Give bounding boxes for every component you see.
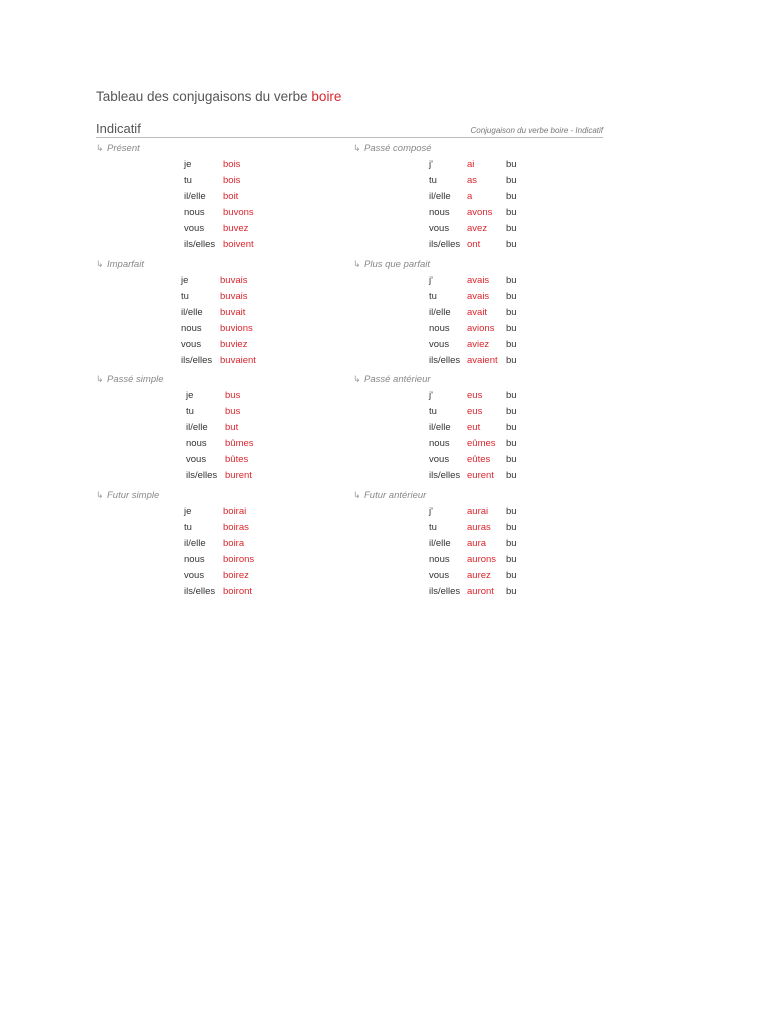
- auxiliary-form: aura: [467, 538, 487, 549]
- pronoun: vous: [181, 339, 202, 350]
- pronoun: je: [184, 159, 192, 170]
- pronoun: il/elle: [429, 191, 451, 202]
- past-participle: bu: [506, 291, 517, 302]
- past-participle: bu: [506, 339, 517, 350]
- past-participle: bu: [506, 506, 517, 517]
- tense-title-passe-anterieur: [353, 374, 431, 385]
- pronoun: nous: [429, 207, 450, 218]
- pronoun: vous: [429, 570, 450, 581]
- curved-arrow-icon: ↳: [353, 490, 361, 500]
- tense-title-futur-simple: [96, 490, 159, 501]
- past-participle: bu: [506, 554, 517, 565]
- past-participle: bu: [506, 522, 517, 533]
- pronoun: je: [181, 275, 189, 286]
- mood-caption: Conjugaison du verbe boire - Indicatif: [470, 126, 603, 135]
- verb-form: buviez: [220, 339, 248, 350]
- auxiliary-form: ai: [467, 159, 475, 170]
- pronoun: ils/elles: [429, 586, 461, 597]
- verb-form: buvez: [223, 223, 249, 234]
- tense-title-present: [96, 143, 140, 154]
- verb-form: boirons: [223, 554, 255, 565]
- pronoun: tu: [429, 291, 437, 302]
- past-participle: bu: [506, 422, 517, 433]
- verb-form: bûmes: [225, 438, 254, 449]
- tense-label: Passé simple: [107, 374, 164, 385]
- pronoun: vous: [186, 454, 207, 465]
- past-participle: bu: [506, 390, 517, 401]
- verb-form: boirai: [223, 506, 247, 517]
- auxiliary-form: eûtes: [467, 454, 491, 465]
- tense-title-plus-que-parfait: [353, 259, 430, 270]
- curved-arrow-icon: ↳: [96, 143, 104, 153]
- pronoun: tu: [429, 406, 437, 417]
- pronoun: nous: [429, 438, 450, 449]
- tense-label: Imparfait: [107, 259, 144, 270]
- pronoun: ils/elles: [429, 239, 461, 250]
- verb-form: boira: [223, 538, 245, 549]
- verb-form: boiras: [223, 522, 249, 533]
- pronoun: j': [429, 506, 433, 517]
- verb-form: buvais: [220, 291, 248, 302]
- pronoun: nous: [184, 554, 205, 565]
- auxiliary-form: as: [467, 175, 478, 186]
- verb-form: but: [225, 422, 239, 433]
- past-participle: bu: [506, 406, 517, 417]
- verb-form: bus: [225, 390, 241, 401]
- pronoun: nous: [181, 323, 202, 334]
- auxiliary-form: auront: [467, 586, 494, 597]
- past-participle: bu: [506, 454, 517, 465]
- pronoun: j': [429, 159, 433, 170]
- auxiliary-form: ont: [467, 239, 481, 250]
- auxiliary-form: avait: [467, 307, 488, 318]
- past-participle: bu: [506, 191, 517, 202]
- past-participle: bu: [506, 538, 517, 549]
- verb-form: buvais: [220, 275, 248, 286]
- auxiliary-form: eut: [467, 422, 481, 433]
- pronoun: tu: [429, 175, 437, 186]
- pronoun: tu: [184, 175, 192, 186]
- past-participle: bu: [506, 223, 517, 234]
- past-participle: bu: [506, 323, 517, 334]
- pronoun: ils/elles: [184, 586, 216, 597]
- verb-form: buvions: [220, 323, 253, 334]
- pronoun: ils/elles: [186, 470, 218, 481]
- verb-form: burent: [225, 470, 252, 481]
- pronoun: il/elle: [429, 538, 451, 549]
- verb-form: bus: [225, 406, 241, 417]
- tense-title-futur-anterieur: [353, 490, 426, 501]
- tense-label: Présent: [107, 143, 140, 154]
- auxiliary-form: aurai: [467, 506, 489, 517]
- auxiliary-form: eûmes: [467, 438, 496, 449]
- tense-label: Passé antérieur: [364, 374, 431, 385]
- tense-label: Futur simple: [107, 490, 160, 501]
- past-participle: bu: [506, 470, 517, 481]
- auxiliary-form: avez: [467, 223, 488, 234]
- pronoun: il/elle: [184, 538, 206, 549]
- pronoun: il/elle: [184, 191, 206, 202]
- past-participle: bu: [506, 307, 517, 318]
- curved-arrow-icon: ↳: [353, 259, 361, 269]
- pronoun: ils/elles: [429, 470, 461, 481]
- pronoun: vous: [184, 570, 205, 581]
- past-participle: bu: [506, 586, 517, 597]
- auxiliary-form: auras: [467, 522, 491, 533]
- auxiliary-form: eus: [467, 406, 483, 417]
- pronoun: ils/elles: [184, 239, 216, 250]
- pronoun: tu: [181, 291, 189, 302]
- auxiliary-form: avions: [467, 323, 495, 334]
- verb-form: buvaient: [220, 355, 256, 366]
- pronoun: nous: [429, 323, 450, 334]
- pronoun: j': [429, 275, 433, 286]
- auxiliary-form: eurent: [467, 470, 494, 481]
- auxiliary-form: a: [467, 191, 473, 202]
- pronoun: je: [184, 506, 192, 517]
- past-participle: bu: [506, 570, 517, 581]
- auxiliary-form: avaient: [467, 355, 498, 366]
- pronoun: je: [186, 390, 194, 401]
- tense-label: Passé composé: [364, 143, 432, 154]
- past-participle: bu: [506, 355, 517, 366]
- tense-label: Futur antérieur: [364, 490, 427, 501]
- past-participle: bu: [506, 175, 517, 186]
- pronoun: il/elle: [429, 422, 451, 433]
- past-participle: bu: [506, 159, 517, 170]
- past-participle: bu: [506, 275, 517, 286]
- pronoun: ils/elles: [429, 355, 461, 366]
- pronoun: il/elle: [186, 422, 208, 433]
- auxiliary-form: aviez: [467, 339, 490, 350]
- verb-form: buvons: [223, 207, 254, 218]
- pronoun: tu: [184, 522, 192, 533]
- pronoun: vous: [429, 339, 450, 350]
- page-title: [96, 89, 341, 104]
- verb-form: buvait: [220, 307, 246, 318]
- curved-arrow-icon: ↳: [353, 143, 361, 153]
- tense-label: Plus que parfait: [364, 259, 431, 270]
- pronoun: vous: [429, 223, 450, 234]
- curved-arrow-icon: ↳: [353, 374, 361, 384]
- pronoun: vous: [429, 454, 450, 465]
- verb-form: bois: [223, 159, 241, 170]
- pronoun: nous: [186, 438, 207, 449]
- pronoun: tu: [186, 406, 194, 417]
- curved-arrow-icon: ↳: [96, 490, 104, 500]
- pronoun: il/elle: [181, 307, 203, 318]
- verb-form: bûtes: [225, 454, 249, 465]
- verb-form: boiront: [223, 586, 253, 597]
- pronoun: vous: [184, 223, 205, 234]
- pronoun: j': [429, 390, 433, 401]
- past-participle: bu: [506, 438, 517, 449]
- past-participle: bu: [506, 207, 517, 218]
- pronoun: il/elle: [429, 307, 451, 318]
- tense-title-imparfait: [96, 259, 144, 270]
- curved-arrow-icon: ↳: [96, 374, 104, 384]
- past-participle: bu: [506, 239, 517, 250]
- pronoun: nous: [184, 207, 205, 218]
- pronoun: tu: [429, 522, 437, 533]
- tense-title-passe-compose: [353, 143, 432, 154]
- auxiliary-form: avais: [467, 291, 490, 302]
- auxiliary-form: aurez: [467, 570, 491, 581]
- tense-title-passe-simple: [96, 374, 164, 385]
- auxiliary-form: avons: [467, 207, 493, 218]
- mood-header: [96, 121, 603, 138]
- curved-arrow-icon: ↳: [96, 259, 104, 269]
- pronoun: nous: [429, 554, 450, 565]
- auxiliary-form: avais: [467, 275, 490, 286]
- verb-form: boit: [223, 191, 239, 202]
- verb-form: boivent: [223, 239, 254, 250]
- auxiliary-form: aurons: [467, 554, 497, 565]
- page-title-prefix: Tableau des conjugaisons du verbe: [96, 89, 308, 104]
- verb-form: bois: [223, 175, 241, 186]
- page-title-verb[interactable]: boire: [311, 89, 342, 104]
- auxiliary-form: eus: [467, 390, 483, 401]
- verb-form: boirez: [223, 570, 249, 581]
- mood-title: Indicatif: [96, 121, 141, 136]
- pronoun: ils/elles: [181, 355, 213, 366]
